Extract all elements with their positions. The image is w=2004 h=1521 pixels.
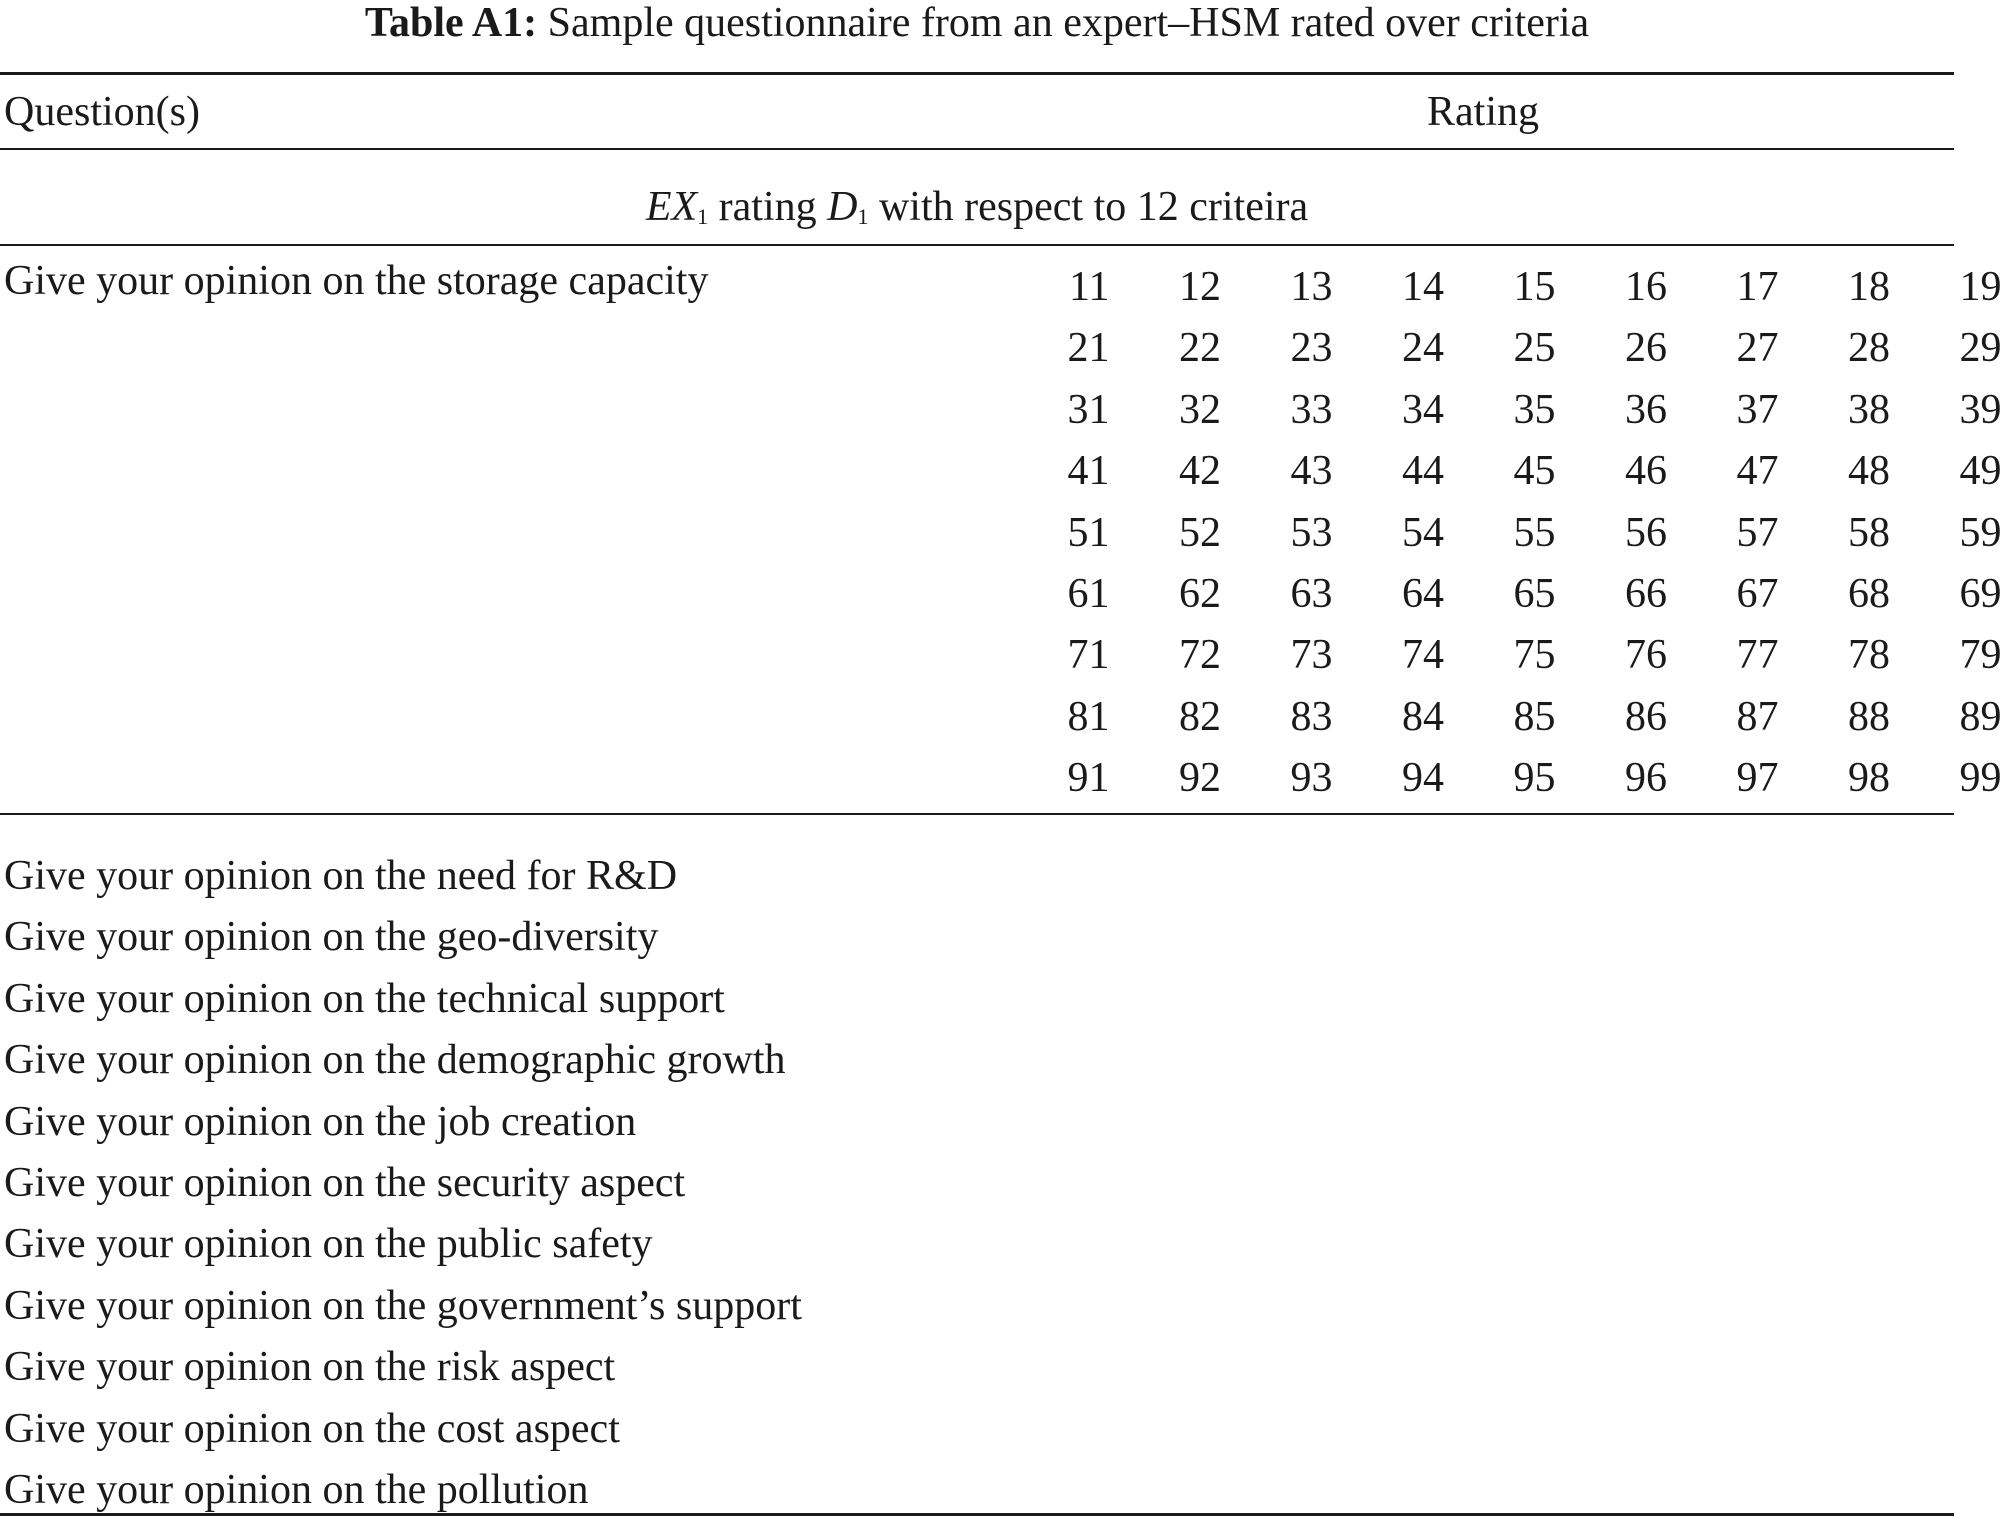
top-rule	[0, 72, 1954, 75]
rating-cell: 99	[1959, 755, 2002, 802]
rating-cell: 54	[1402, 509, 1444, 556]
rating-cell: 13	[1290, 264, 1333, 310]
rating-cell: 97	[1736, 755, 1779, 802]
rating-cell: 72	[1179, 632, 1221, 679]
question-item: Give your opinion on the public safety	[4, 1221, 653, 1268]
rating-cell: 75	[1513, 632, 1556, 679]
bottom-rule	[0, 1513, 1954, 1516]
section-tail-text: with respect to 12 criteira	[868, 184, 1309, 230]
rating-cell: 52	[1179, 509, 1221, 556]
rating-cell: 94	[1402, 755, 1444, 802]
rating-cell: 51	[1067, 509, 1110, 556]
rating-cell: 88	[1848, 693, 1890, 740]
rating-cell: 11	[1069, 264, 1110, 310]
table-caption	[0, 0, 1954, 50]
rating-cell: 34	[1402, 386, 1444, 433]
rating-cell: 96	[1625, 755, 1667, 802]
section-mid-text: rating	[708, 184, 828, 230]
question-item: Give your opinion on the cost aspect	[4, 1405, 620, 1452]
rating-cell: 59	[1959, 509, 2002, 556]
rating-cell: 81	[1067, 693, 1110, 740]
rating-cell: 25	[1513, 325, 1556, 372]
rating-cell: 57	[1736, 509, 1779, 556]
rating-cell: 64	[1402, 570, 1444, 617]
rating-cell: 79	[1959, 632, 2002, 679]
rating-grid	[1000, 262, 2002, 815]
rating-cell: 38	[1848, 386, 1890, 433]
rating-cell: 66	[1625, 570, 1667, 617]
question-item: Give your opinion on the government’s support	[4, 1282, 802, 1329]
question-storage-capacity: Give your opinion on the storage capacity	[4, 258, 709, 304]
rating-cell: 61	[1067, 570, 1110, 617]
rating-cell: 44	[1402, 448, 1444, 495]
expert-symbol: EX	[645, 184, 698, 230]
rating-cell: 87	[1736, 693, 1779, 740]
rating-cell: 73	[1290, 632, 1333, 679]
column-header-rating: Rating	[1427, 89, 1539, 135]
question-item: Give your opinion on the demographic growth	[4, 1037, 786, 1084]
grid-bottom-rule	[0, 813, 1954, 815]
rating-cell: 28	[1848, 325, 1890, 372]
expert-subscript: 1	[697, 204, 709, 229]
rating-cell: 18	[1848, 264, 1890, 310]
rating-cell: 77	[1736, 632, 1779, 679]
column-header-questions: Question(s)	[4, 89, 200, 135]
rating-cell: 35	[1513, 386, 1556, 433]
rating-cell: 26	[1625, 325, 1667, 372]
rating-cell: 22	[1179, 325, 1221, 372]
rating-cell: 24	[1402, 325, 1444, 372]
caption-text: Sample questionnaire from an expert–HSM rated over criteria	[547, 0, 1590, 46]
rating-cell: 46	[1625, 448, 1667, 495]
alternative-symbol: D	[827, 184, 858, 230]
rating-cell: 92	[1179, 755, 1221, 802]
rating-cell: 23	[1290, 325, 1333, 372]
rating-cell: 12	[1179, 264, 1221, 310]
rating-cell: 93	[1290, 755, 1333, 802]
rating-cell: 85	[1513, 693, 1556, 740]
question-item: Give your opinion on the need for R&D	[4, 853, 678, 899]
rating-cell: 91	[1067, 755, 1110, 802]
rating-cell: 74	[1402, 632, 1444, 679]
rating-cell: 98	[1848, 755, 1890, 802]
rating-cell: 21	[1067, 325, 1110, 372]
rating-cell: 62	[1179, 570, 1221, 617]
rating-cell: 84	[1402, 693, 1444, 740]
rating-cell: 58	[1848, 509, 1890, 556]
rating-cell: 16	[1625, 264, 1667, 310]
rating-cell: 48	[1848, 448, 1890, 495]
rating-cell: 53	[1290, 509, 1333, 556]
alternative-subscript: 1	[857, 204, 869, 229]
rating-cell: 29	[1959, 325, 2002, 372]
question-item: Give your opinion on the technical support	[4, 975, 725, 1022]
rating-cell: 27	[1736, 325, 1779, 372]
caption-label: Table A1:	[364, 0, 538, 46]
rating-cell: 78	[1848, 632, 1890, 679]
question-list	[4, 846, 802, 1521]
section-heading	[0, 183, 1954, 241]
rating-cell: 89	[1959, 693, 2002, 740]
question-item: Give your opinion on the job creation	[4, 1098, 637, 1145]
rating-cell: 82	[1179, 693, 1221, 740]
rating-cell: 19	[1959, 264, 2002, 310]
rating-cell: 36	[1625, 386, 1667, 433]
rating-cell: 69	[1959, 570, 2002, 617]
rating-cell: 47	[1736, 448, 1779, 495]
header-rule	[0, 148, 1954, 150]
rating-cell: 17	[1736, 264, 1779, 310]
rating-cell: 65	[1513, 570, 1556, 617]
rating-cell: 86	[1625, 693, 1667, 740]
rating-cell: 83	[1290, 693, 1333, 740]
question-item: Give your opinion on the geo-diversity	[4, 914, 659, 961]
rating-cell: 95	[1513, 755, 1556, 802]
question-item: Give your opinion on the risk aspect	[4, 1344, 616, 1391]
rating-cell: 32	[1179, 386, 1221, 433]
rating-cell: 37	[1736, 386, 1779, 433]
rating-cell: 15	[1513, 264, 1556, 310]
rating-cell: 63	[1290, 570, 1333, 617]
rating-cell: 43	[1290, 448, 1333, 495]
rating-cell: 55	[1513, 509, 1556, 556]
rating-cell: 41	[1067, 448, 1110, 495]
rating-cell: 31	[1067, 386, 1110, 433]
rating-cell: 49	[1959, 448, 2002, 495]
section-rule	[0, 244, 1954, 246]
rating-cell: 45	[1513, 448, 1556, 495]
rating-cell: 42	[1179, 448, 1221, 495]
question-item: Give your opinion on the security aspect	[4, 1160, 686, 1207]
rating-cell: 56	[1625, 509, 1667, 556]
rating-cell: 71	[1067, 632, 1110, 679]
rating-cell: 33	[1290, 386, 1333, 433]
question-item: Give your opinion on the pollution	[4, 1467, 589, 1514]
rating-cell: 76	[1625, 632, 1667, 679]
rating-cell: 68	[1848, 570, 1890, 617]
rating-cell: 39	[1959, 386, 2002, 433]
rating-cell: 67	[1736, 570, 1779, 617]
rating-cell: 14	[1402, 264, 1444, 310]
